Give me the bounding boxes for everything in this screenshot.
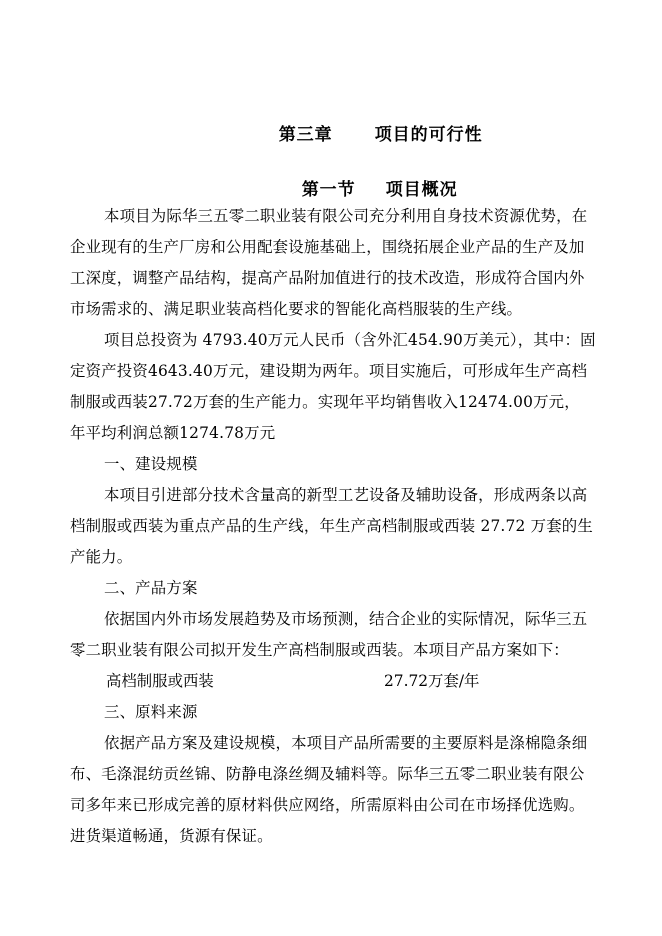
- subsection-heading: 一、建设规模: [104, 455, 198, 473]
- product-quantity: 27.72万套/年: [384, 672, 480, 690]
- paragraph-line: 布、毛涤混纺贡丝锦、防静电涤丝绸及辅料等。际华三五零二职业装有限公: [70, 765, 585, 783]
- paragraph-line: 档制服或西装为重点产品的生产线，年生产高档制服或西装 27.72 万套的生: [70, 517, 593, 535]
- paragraph-line: 进货渠道畅通，货源有保证。: [70, 827, 273, 845]
- subsection-heading: 三、原料来源: [104, 703, 198, 721]
- paragraph-line: 零二职业装有限公司拟开发生产高档制服或西装。本项目产品方案如下：: [70, 641, 569, 659]
- chapter-number: 第三章: [278, 125, 333, 145]
- subsection-heading: 二、产品方案: [104, 579, 198, 597]
- paragraph-line: 市场需求的、满足职业装高档化要求的智能化高档服装的生产线。: [70, 300, 523, 318]
- paragraph-line: 依据产品方案及建设规模，本项目产品所需要的主要原料是涤棉隐条细: [104, 734, 588, 752]
- paragraph-line: 年平均利润总额1274.78万元: [70, 424, 276, 442]
- product-name: 高档制服或西装: [106, 672, 214, 690]
- paragraph-line: 司多年来已形成完善的原材料供应网络，所需原料由公司在市场择优选购。: [70, 796, 585, 814]
- chapter-title: 项目的可行性: [374, 125, 483, 145]
- paragraph-line: 制服或西装27.72万套的生产能力。实现年平均销售收入12474.00万元，: [70, 393, 580, 411]
- paragraph-line: 定资产投资4643.40万元，建设期为两年。项目实施后，可形成年生产高档: [70, 362, 588, 380]
- section-number: 第一节: [301, 180, 356, 200]
- paragraph-line: 本项目为际华三五零二职业装有限公司充分利用自身技术资源优势，在: [104, 207, 588, 225]
- paragraph-line: 产能力。: [70, 548, 133, 566]
- paragraph-line: 项目总投资为 4793.40万元人民币（含外汇454.90万美元），其中：固: [104, 331, 596, 349]
- paragraph-line: 本项目引进部分技术含量高的新型工艺设备及辅助设备，形成两条以高: [104, 486, 588, 504]
- paragraph-line: 工深度，调整产品结构，提高产品附加值进行的技术改造，形成符合国内外: [70, 269, 585, 287]
- paragraph-line: 企业现有的生产厂房和公用配套设施基础上，围绕拓展企业产品的生产及加: [70, 238, 585, 256]
- paragraph-line: 依据国内外市场发展趋势及市场预测，结合企业的实际情况，际华三五: [104, 610, 588, 628]
- section-title: 项目概况: [385, 180, 458, 200]
